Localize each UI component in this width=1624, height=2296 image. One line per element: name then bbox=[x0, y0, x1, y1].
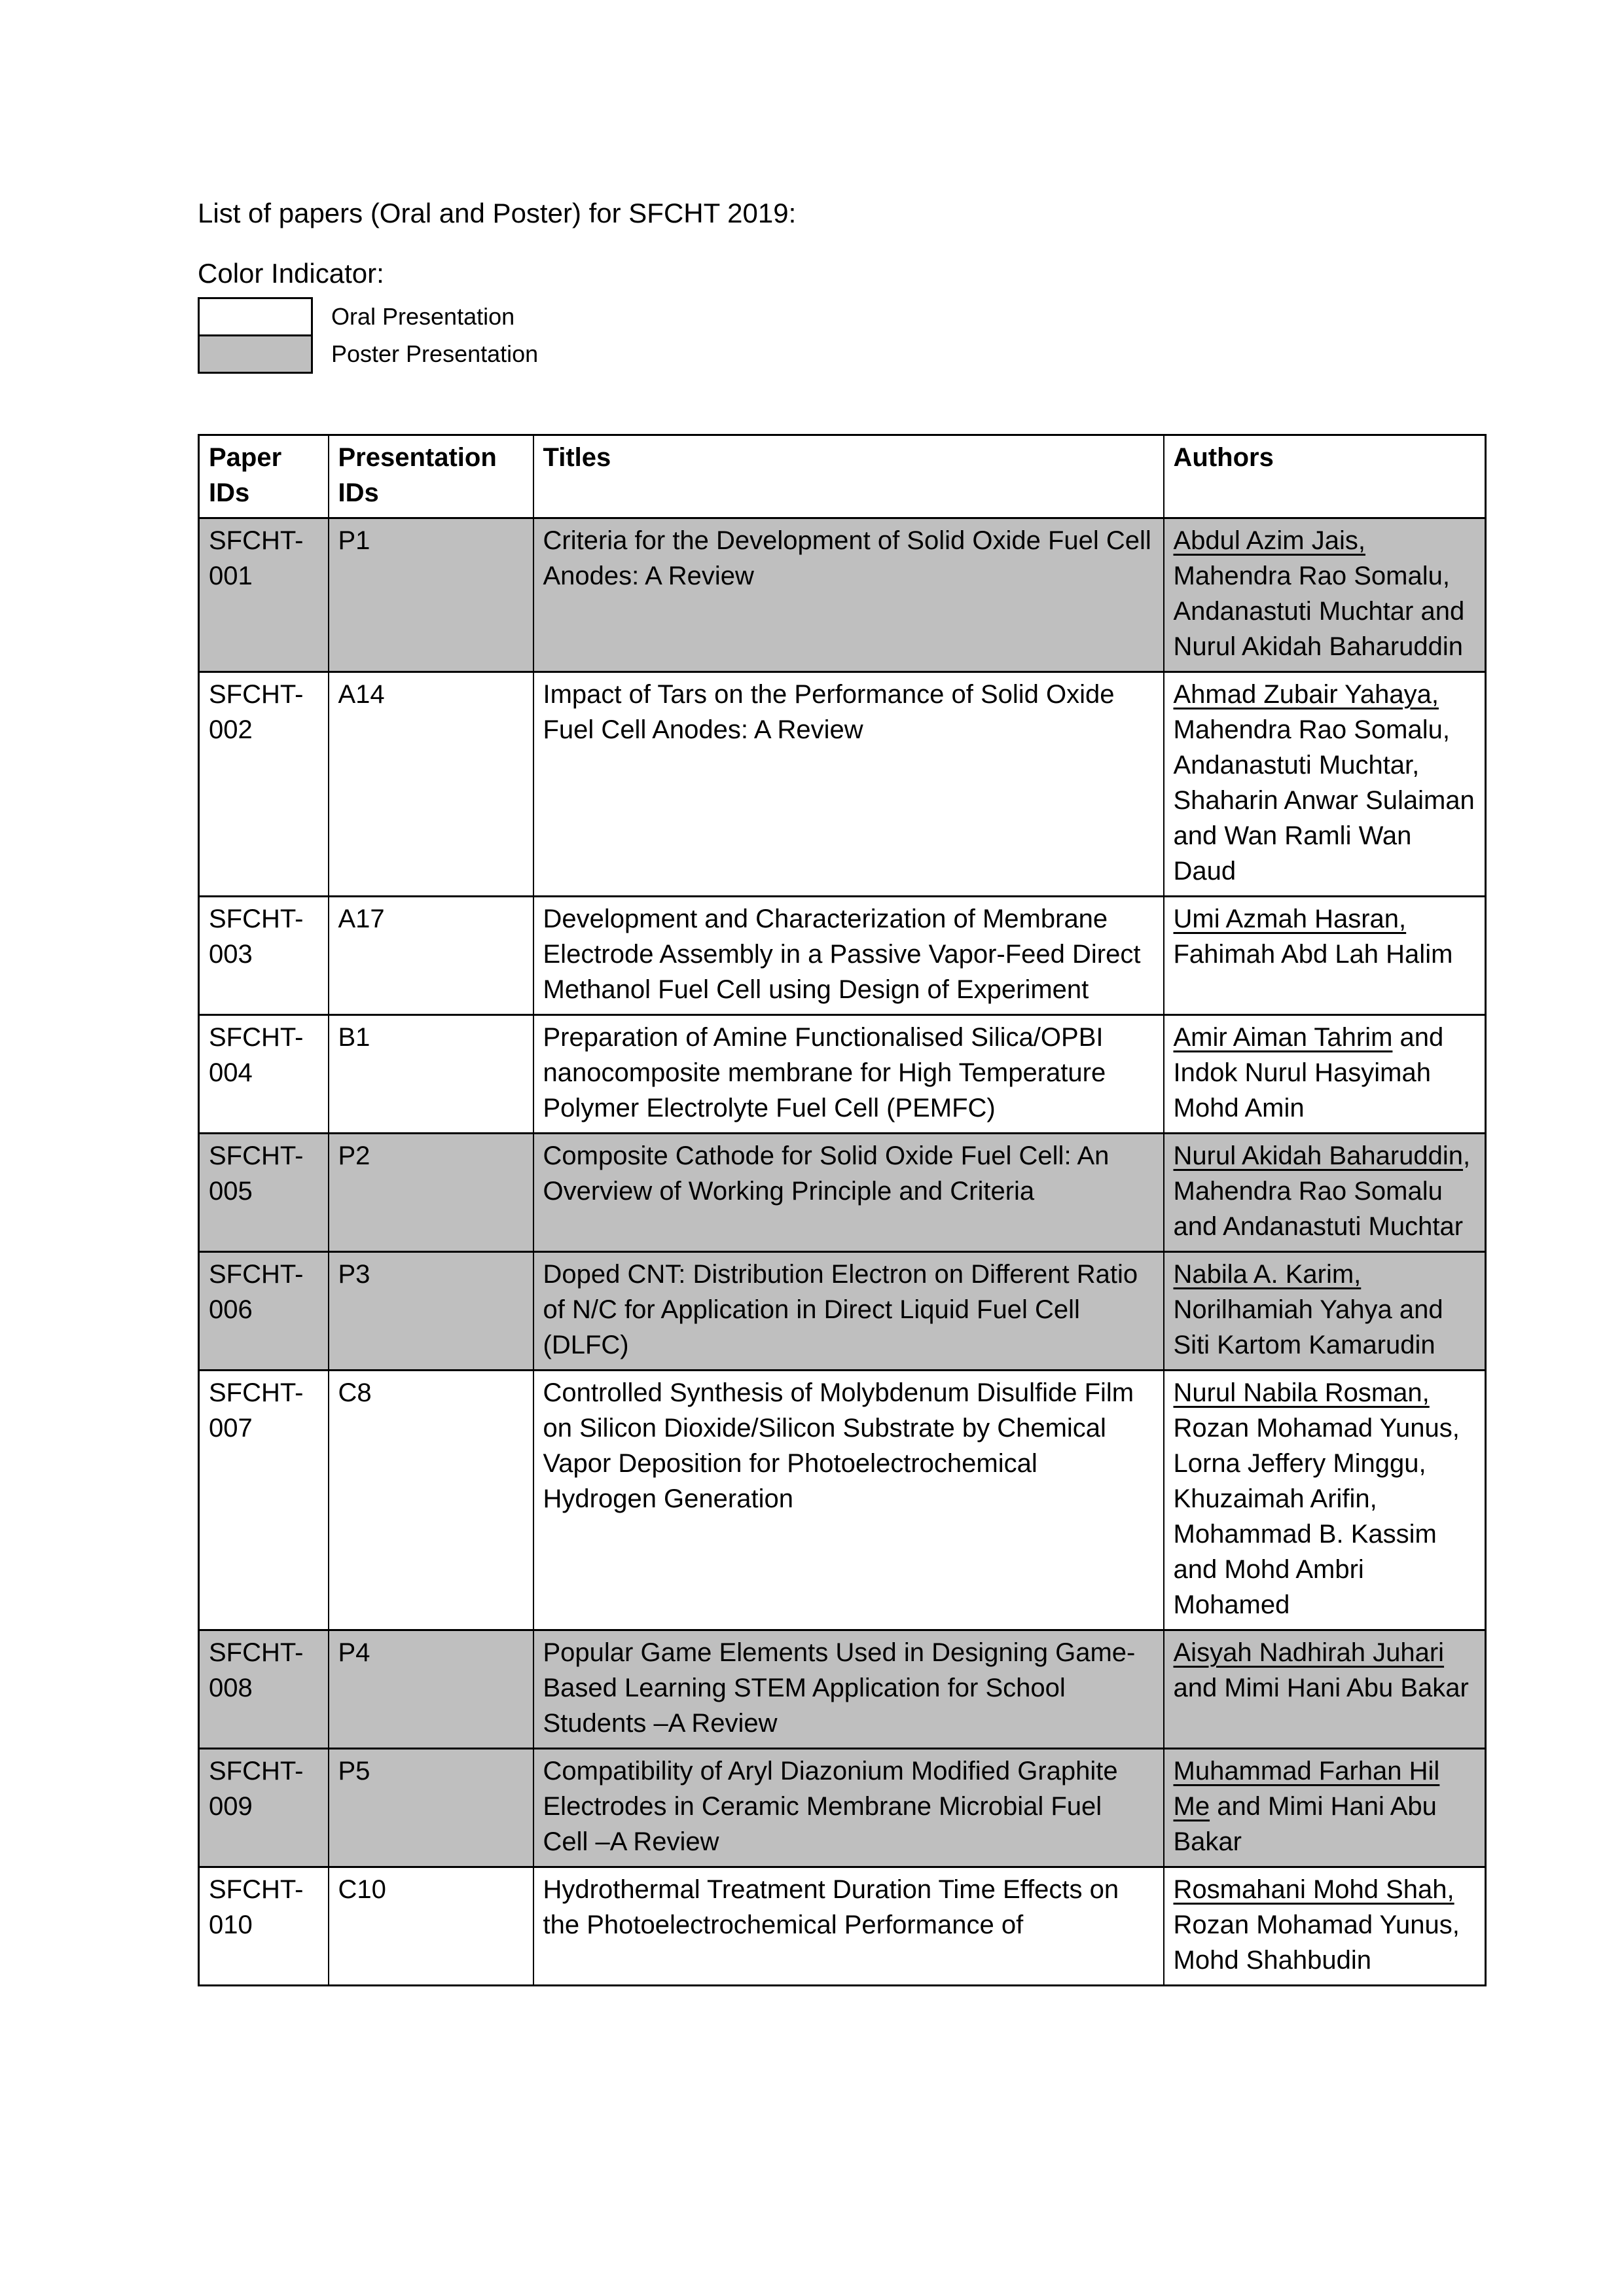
papers-table bbox=[198, 434, 1487, 1986]
presentation-id-cell: C10 bbox=[329, 1867, 533, 1986]
header-row bbox=[199, 435, 1486, 518]
paper-id-cell: SFCHT-009 bbox=[199, 1749, 329, 1867]
poster-swatch bbox=[198, 334, 313, 374]
corresponding-author: Abdul Azim Jais, bbox=[1173, 526, 1365, 555]
table-body bbox=[199, 518, 1486, 1986]
table-row bbox=[199, 1749, 1486, 1867]
corresponding-author: Nabila A. Karim, bbox=[1173, 1260, 1362, 1289]
author-names: and Mimi Hani Abu Bakar bbox=[1173, 1792, 1437, 1856]
presentation-id-cell: P4 bbox=[329, 1630, 533, 1749]
title-cell: Impact of Tars on the Performance of Solid Oxide Fuel Cell Anodes: A Review bbox=[533, 672, 1164, 897]
authors-cell bbox=[1164, 897, 1486, 1015]
title-cell: Hydrothermal Treatment Duration Time Effects on the Photoelectrochemical Performance of bbox=[533, 1867, 1164, 1986]
title-cell: Compatibility of Aryl Diazonium Modified Graphite Electrodes in Ceramic Membrane Microbial Fuel Cell –A Review bbox=[533, 1749, 1164, 1867]
oral-swatch bbox=[198, 297, 313, 336]
table-row bbox=[199, 897, 1486, 1015]
table-row bbox=[199, 1867, 1486, 1986]
paper-id-cell: SFCHT-002 bbox=[199, 672, 329, 897]
color-legend bbox=[198, 297, 1485, 374]
corresponding-author: Nurul Nabila Rosman, bbox=[1173, 1378, 1430, 1407]
table-row bbox=[199, 518, 1486, 672]
paper-id-cell: SFCHT-001 bbox=[199, 518, 329, 672]
table-row bbox=[199, 1630, 1486, 1749]
author-names: and Indok Nurul Hasyimah Mohd Amin bbox=[1173, 1023, 1444, 1122]
paper-id-cell: SFCHT-003 bbox=[199, 897, 329, 1015]
presentation-id-cell: P2 bbox=[329, 1134, 533, 1252]
authors-cell bbox=[1164, 672, 1486, 897]
title-cell: Doped CNT: Distribution Electron on Different Ratio of N/C for Application in Direct Liquid Fuel Cell (DLFC) bbox=[533, 1252, 1164, 1371]
author-names: Norilhamiah Yahya and Siti Kartom Kamarudin bbox=[1173, 1295, 1443, 1359]
legend-title: Color Indicator: bbox=[198, 258, 384, 289]
table-row bbox=[199, 1371, 1486, 1630]
authors-cell bbox=[1164, 1867, 1486, 1986]
authors-cell bbox=[1164, 1371, 1486, 1630]
title-cell: Composite Cathode for Solid Oxide Fuel Cell: An Overview of Working Principle and Criteria bbox=[533, 1134, 1164, 1252]
author-names: and Mimi Hani Abu Bakar bbox=[1173, 1674, 1469, 1702]
document-page bbox=[198, 0, 1485, 1986]
authors-cell bbox=[1164, 1630, 1486, 1749]
column-header: Titles bbox=[533, 435, 1164, 518]
paper-id-cell: SFCHT-008 bbox=[199, 1630, 329, 1749]
presentation-id-cell: P1 bbox=[329, 518, 533, 672]
paper-id-cell: SFCHT-010 bbox=[199, 1867, 329, 1986]
author-names: Mahendra Rao Somalu, Andanastuti Muchtar and Nurul Akidah Baharuddin bbox=[1173, 562, 1465, 661]
presentation-id-cell: A17 bbox=[329, 897, 533, 1015]
presentation-id-cell: A14 bbox=[329, 672, 533, 897]
table-row bbox=[199, 672, 1486, 897]
corresponding-author: Rosmahani Mohd Shah, bbox=[1173, 1875, 1454, 1904]
presentation-id-cell: P5 bbox=[329, 1749, 533, 1867]
oral-label: Oral Presentation bbox=[331, 303, 515, 330]
column-header: Paper IDs bbox=[199, 435, 329, 518]
legend-item-poster bbox=[198, 334, 1485, 374]
authors-cell bbox=[1164, 518, 1486, 672]
author-names: Rozan Mohamad Yunus, Mohd Shahbudin bbox=[1173, 1910, 1460, 1975]
authors-cell bbox=[1164, 1749, 1486, 1867]
paper-id-cell: SFCHT-005 bbox=[199, 1134, 329, 1252]
page-title: List of papers (Oral and Poster) for SFCHT 2019: bbox=[198, 198, 797, 228]
table-row bbox=[199, 1015, 1486, 1134]
table-row bbox=[199, 1134, 1486, 1252]
authors-cell bbox=[1164, 1252, 1486, 1371]
author-names: , Mahendra Rao Somalu and Andanastuti Muchtar bbox=[1173, 1141, 1471, 1241]
corresponding-author: Amir Aiman Tahrim bbox=[1173, 1023, 1393, 1052]
author-names: Mahendra Rao Somalu, Andanastuti Muchtar, Shaharin Anwar Sulaiman and Wan Ramli Wan Daud bbox=[1173, 715, 1475, 886]
author-names: Fahimah Abd Lah Halim bbox=[1173, 940, 1453, 969]
author-names: Rozan Mohamad Yunus, Lorna Jeffery Minggu, Khuzaimah Arifin, Mohammad B. Kassim and Mohd Ambri Mohamed bbox=[1173, 1414, 1460, 1619]
authors-cell bbox=[1164, 1015, 1486, 1134]
paper-id-cell: SFCHT-004 bbox=[199, 1015, 329, 1134]
table-row bbox=[199, 1252, 1486, 1371]
poster-label: Poster Presentation bbox=[331, 340, 539, 367]
paper-id-cell: SFCHT-007 bbox=[199, 1371, 329, 1630]
corresponding-author: Ahmad Zubair Yahaya, bbox=[1173, 680, 1439, 709]
presentation-id-cell: P3 bbox=[329, 1252, 533, 1371]
presentation-id-cell: C8 bbox=[329, 1371, 533, 1630]
title-cell: Development and Characterization of Membrane Electrode Assembly in a Passive Vapor-Feed Direct Methanol Fuel Cell using Design of Experiment bbox=[533, 897, 1164, 1015]
corresponding-author: Umi Azmah Hasran, bbox=[1173, 905, 1407, 933]
corresponding-author: Muhammad Farhan Hil Me bbox=[1173, 1757, 1440, 1821]
corresponding-author: Aisyah Nadhirah Juhari bbox=[1173, 1638, 1445, 1667]
title-cell: Controlled Synthesis of Molybdenum Disulfide Film on Silicon Dioxide/Silicon Substrate by Chemical Vapor Deposition for Photoelectrochemical Hydrogen Generation bbox=[533, 1371, 1164, 1630]
presentation-id-cell: B1 bbox=[329, 1015, 533, 1134]
legend-item-oral bbox=[198, 297, 1485, 336]
column-header: Presentation IDs bbox=[329, 435, 533, 518]
authors-cell bbox=[1164, 1134, 1486, 1252]
corresponding-author: Nurul Akidah Baharuddin bbox=[1173, 1141, 1464, 1170]
title-cell: Preparation of Amine Functionalised Silica/OPBI nanocomposite membrane for High Temperature Polymer Electrolyte Fuel Cell (PEMFC) bbox=[533, 1015, 1164, 1134]
title-cell: Popular Game Elements Used in Designing Game-Based Learning STEM Application for School Students –A Review bbox=[533, 1630, 1164, 1749]
title-cell: Criteria for the Development of Solid Oxide Fuel Cell Anodes: A Review bbox=[533, 518, 1164, 672]
paper-id-cell: SFCHT-006 bbox=[199, 1252, 329, 1371]
column-header: Authors bbox=[1164, 435, 1486, 518]
table-header bbox=[199, 435, 1486, 518]
